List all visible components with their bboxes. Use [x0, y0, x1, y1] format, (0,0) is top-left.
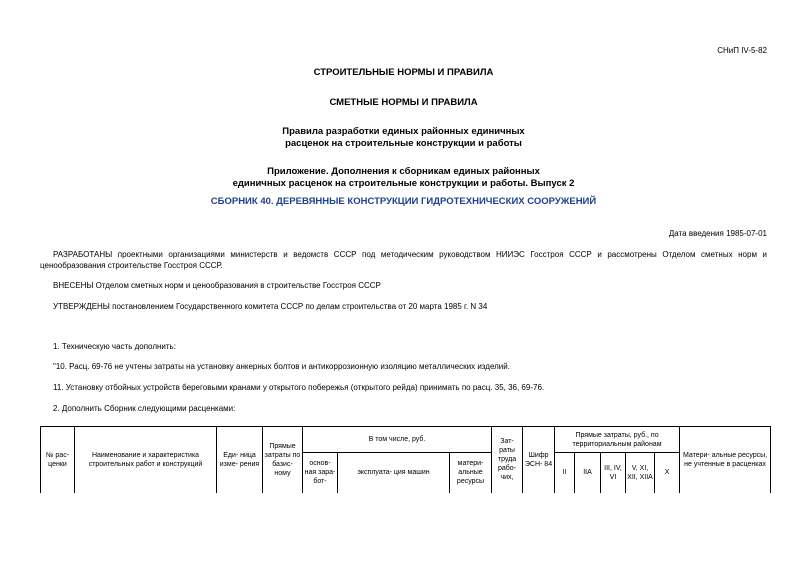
developed-by-paragraph: РАЗРАБОТАНЫ проектными организациями министерств и ведомств СССР под методическим руководством НИИЭС Госстроя СССР и рассмотрены Отделом сметных норм и ценообразования строительстве Госстроя СССР.	[40, 250, 767, 270]
submitted-by-paragraph: ВНЕСЕНЫ Отделом сметных норм и ценообразования в строительстве Госстроя СССР	[53, 281, 381, 290]
col-region-v-xi-xii-xiia: V, XI, XII, XIIА	[626, 453, 655, 493]
item-11-paragraph: 11. Установку отбойных устройств береговыми кранами у открытого побережья (открытого рейда) принимать по расц. 35, 36, 69-76.	[53, 383, 545, 392]
group-regional-costs: Прямые затраты, руб., по территориальным районам	[555, 427, 680, 453]
effective-date: Дата введения 1985-07-01	[668, 229, 767, 238]
main-title: СТРОИТЕЛЬНЫЕ НОРМЫ И ПРАВИЛА	[313, 67, 494, 78]
item-1-paragraph: 1. Техническую часть дополнить:	[53, 342, 176, 351]
appendix-title	[0, 166, 807, 190]
document-code: СНиП IV-5-82	[717, 46, 767, 55]
col-work-name: Наименование и характеристика строительных работ и конструкций	[75, 427, 217, 493]
sub-title: СМЕТНЫЕ НОРМЫ И ПРАВИЛА	[329, 97, 478, 108]
col-rate-number: № рас- ценки	[41, 427, 75, 493]
col-basic-wages: основ- ная зара- бот-	[303, 453, 338, 493]
rates-table	[40, 426, 771, 493]
col-unit: Еди- ница изме- рения	[217, 427, 263, 493]
appendix-title-line-2: единичных расценок на строительные конструкции и работы. Выпуск 2	[232, 178, 575, 189]
col-region-iii-iv-vi: III, IV, VI	[601, 453, 626, 493]
col-machine-operation: эксплуата- ция машин	[338, 453, 450, 493]
rules-title	[0, 126, 807, 150]
col-region-iia: IIА	[575, 453, 601, 493]
col-region-x: X	[655, 453, 680, 493]
col-materials: матери- альные ресурсы	[450, 453, 492, 493]
rules-title-line-1: Правила разработки единых районных единичных	[282, 126, 525, 137]
col-direct-costs: Прямые затраты по базис- ному	[263, 427, 303, 493]
collection-title: СБОРНИК 40. ДЕРЕВЯННЫЕ КОНСТРУКЦИИ ГИДРОТЕХНИЧЕСКИХ СООРУЖЕНИЙ	[210, 196, 597, 207]
approved-by-paragraph: УТВЕРЖДЕНЫ постановлением Государственного комитета СССР по делам строительства от 20 марта 1985 г. N 34	[53, 302, 488, 311]
col-esn-code: Шифр ЭСН- 84	[523, 427, 555, 493]
rules-title-line-2: расценок на строительные конструкции и работы	[285, 138, 522, 149]
item-10-paragraph: "10. Расц. 69-76 не учтены затраты на установку анкерных болтов и антикоррозионную изоляцию металлических изделий.	[53, 362, 510, 371]
group-including: В том числе, руб.	[303, 427, 492, 453]
appendix-title-line-1: Приложение. Дополнения к сборникам единых районных	[267, 166, 540, 177]
col-unaccounted-materials: Матери- альные ресурсы, не учтенные в расценках	[680, 427, 771, 493]
col-labor-costs: Зат- раты труда рабо- чих,	[492, 427, 523, 493]
col-region-ii: II	[555, 453, 575, 493]
item-2-paragraph: 2. Дополнить Сборник следующими расценками:	[53, 404, 236, 413]
